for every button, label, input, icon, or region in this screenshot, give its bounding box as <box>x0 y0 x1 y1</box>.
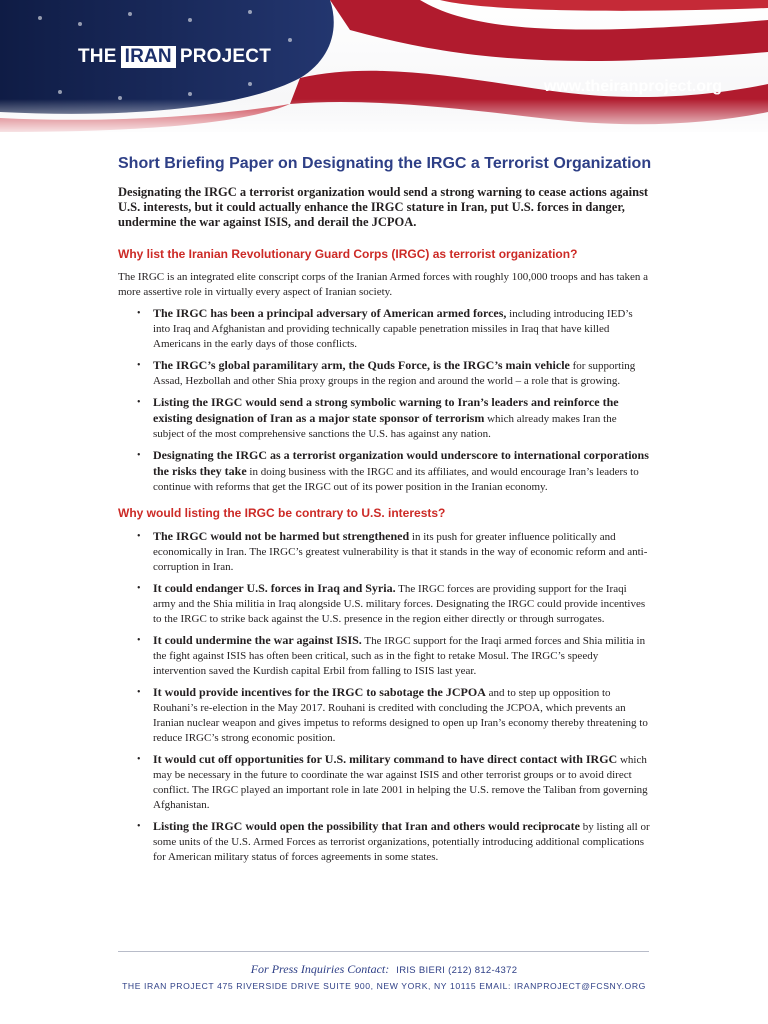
bullet-lead: Listing the IRGC would send a strong symbolic warning to Iran’s leaders and reinforce the existing designation of Iran as a major state sponsor of terrorism <box>153 395 619 425</box>
bullet-text: for supporting Assad, Hezbollah and other Shia proxy groups in the region and around the world – a role that is growing. <box>153 360 636 387</box>
section-paragraph: The IRGC is an integrated elite conscript corps of the Iranian Armed forces with roughly 100,000 troops and has taken a more assertive role in virtually every aspect of Iranian society. <box>118 271 648 298</box>
bullet-lead: The IRGC’s global paramilitary arm, the Quds Force, is the IRGC’s main vehicle <box>153 358 570 372</box>
logo-text-project: PROJECT <box>179 46 271 67</box>
bullet-lead: Designating the IRGC as a terrorist organization would underscore to international corporations the risks they take <box>153 448 649 478</box>
bullet-lead: It could undermine the war against ISIS. <box>153 633 362 647</box>
list-item <box>118 819 650 865</box>
website-link[interactable]: www.theiranproject.org <box>543 78 722 95</box>
bullet-lead: Listing the IRGC would open the possibility that Iran and others would reciprocate <box>153 819 580 833</box>
bullet-text: by listing all or some units of the U.S. Armed Forces as terrorist organizations, potentially introducing additional complications for American military status of forces agreements in some states. <box>153 821 650 863</box>
bullet-text: in doing business with the IRGC and its affiliates, and would encourage Iran’s leaders to continue with reforms that get the IRGC out of its power position in the Iranian economy. <box>153 466 639 493</box>
section-heading-contrary: Why would listing the IRGC be contrary to U.S. interests? <box>118 506 446 520</box>
bullet-icon: • <box>137 450 141 461</box>
footer-address: THE IRAN PROJECT 475 RIVERSIDE DRIVE SUITE 900, NEW YORK, NY 10115 EMAIL: IRANPROJECT@FCSNY.ORG <box>122 981 646 991</box>
logo-text-the: THE <box>78 46 117 67</box>
list-item <box>118 395 650 442</box>
list-item <box>118 752 650 813</box>
document-body <box>118 155 650 871</box>
bullet-icon: • <box>137 635 141 646</box>
bullet-lead: The IRGC would not be harmed but strengthened <box>153 529 410 543</box>
list-item <box>118 306 650 352</box>
bullet-icon: • <box>137 531 141 542</box>
bullet-icon: • <box>137 754 141 765</box>
list-item <box>118 448 650 495</box>
intro-paragraph: Designating the IRGC a terrorist organization would send a strong warning to cease actions against U.S. interests, but it could actually enhance the IRGC stature in Iran, put U.S. forces in danger, undermine the war against ISIS, and derail the JCPOA. <box>118 185 649 229</box>
list-item <box>118 633 650 679</box>
bullet-text: which already makes Iran the subject of the most comprehensive sanctions the U.S. has against any nation. <box>153 413 617 440</box>
bullet-icon: • <box>137 583 141 594</box>
list-item <box>118 685 650 746</box>
footer-divider <box>118 951 649 952</box>
bullet-lead: The IRGC has been a principal adversary of American armed forces, <box>153 306 507 320</box>
bullet-text: The IRGC forces are providing support for the Iraqi army and the Shia militia in Iraq alongside U.S. military forces. Designating the IRGC could provide incentives to the IRGC to strike back against the U.S. presence in the region either directly or through surrogates. <box>153 583 646 625</box>
page-title: Short Briefing Paper on Designating the IRGC a Terrorist Organization <box>118 155 652 172</box>
list-item <box>118 529 650 575</box>
press-contact-line <box>0 962 768 977</box>
bullet-list-reasons-for <box>118 306 650 495</box>
bullet-text: in its push for greater influence politically and economically in Iran. The IRGC’s greatest vulnerability is that it stands in the way of economic reform and anti-corruption in Iran. <box>153 531 648 573</box>
bullet-icon: • <box>137 360 141 371</box>
press-label: For Press Inquiries Contact: <box>250 962 390 976</box>
bullet-text: and to step up opposition to Rouhani’s re-election in the May 2017. Rouhani is credited with concluding the JCPOA, which prevents an Iranian nuclear weapon and gives impetus to reforms designed to open up Iran’s economy thereby threatening to reduce IRGC’s strong economic position. <box>153 687 648 744</box>
bullet-lead: It could endanger U.S. forces in Iraq and Syria. <box>153 581 396 595</box>
bullet-icon: • <box>137 397 141 408</box>
logo-text-iran: IRAN <box>121 46 176 68</box>
section-heading-why-list: Why list the Iranian Revolutionary Guard Corps (IRGC) as terrorist organization? <box>118 247 578 261</box>
list-item <box>118 358 650 389</box>
bullet-list-reasons-against <box>118 529 650 865</box>
bullet-icon: • <box>137 687 141 698</box>
bullet-icon: • <box>137 308 141 319</box>
header-banner <box>0 0 768 132</box>
bullet-text: including introducing IED’s into Iraq and Afghanistan and providing technically capable penetration missiles in Iraq that have killed Americans in the early days of those conflicts. <box>153 308 633 350</box>
press-contact: IRIS BIERI (212) 812-4372 <box>396 965 518 976</box>
list-item <box>118 581 650 627</box>
bullet-lead: It would provide incentives for the IRGC to sabotage the JCPOA <box>153 685 486 699</box>
bullet-icon: • <box>137 821 141 832</box>
bullet-lead: It would cut off opportunities for U.S. military command to have direct contact with IRGC <box>153 752 618 766</box>
logo <box>78 46 271 68</box>
bullet-text: which may be necessary in the future to coordinate the war against ISIS and other terrorist groups or to avoid direct conflict. The IRGC played an important role in late 2001 in helping the U.S. remove the Taliban from governing Afghanistan. <box>153 754 648 811</box>
bullet-text: The IRGC support for the Iraqi armed forces and Shia militia in the fight against ISIS has often been critical, such as in the fight to retake Mosul. The IRGC’s speedy intervention saved the Kurdish capital Erbil from falling to ISIS last year. <box>153 635 646 677</box>
